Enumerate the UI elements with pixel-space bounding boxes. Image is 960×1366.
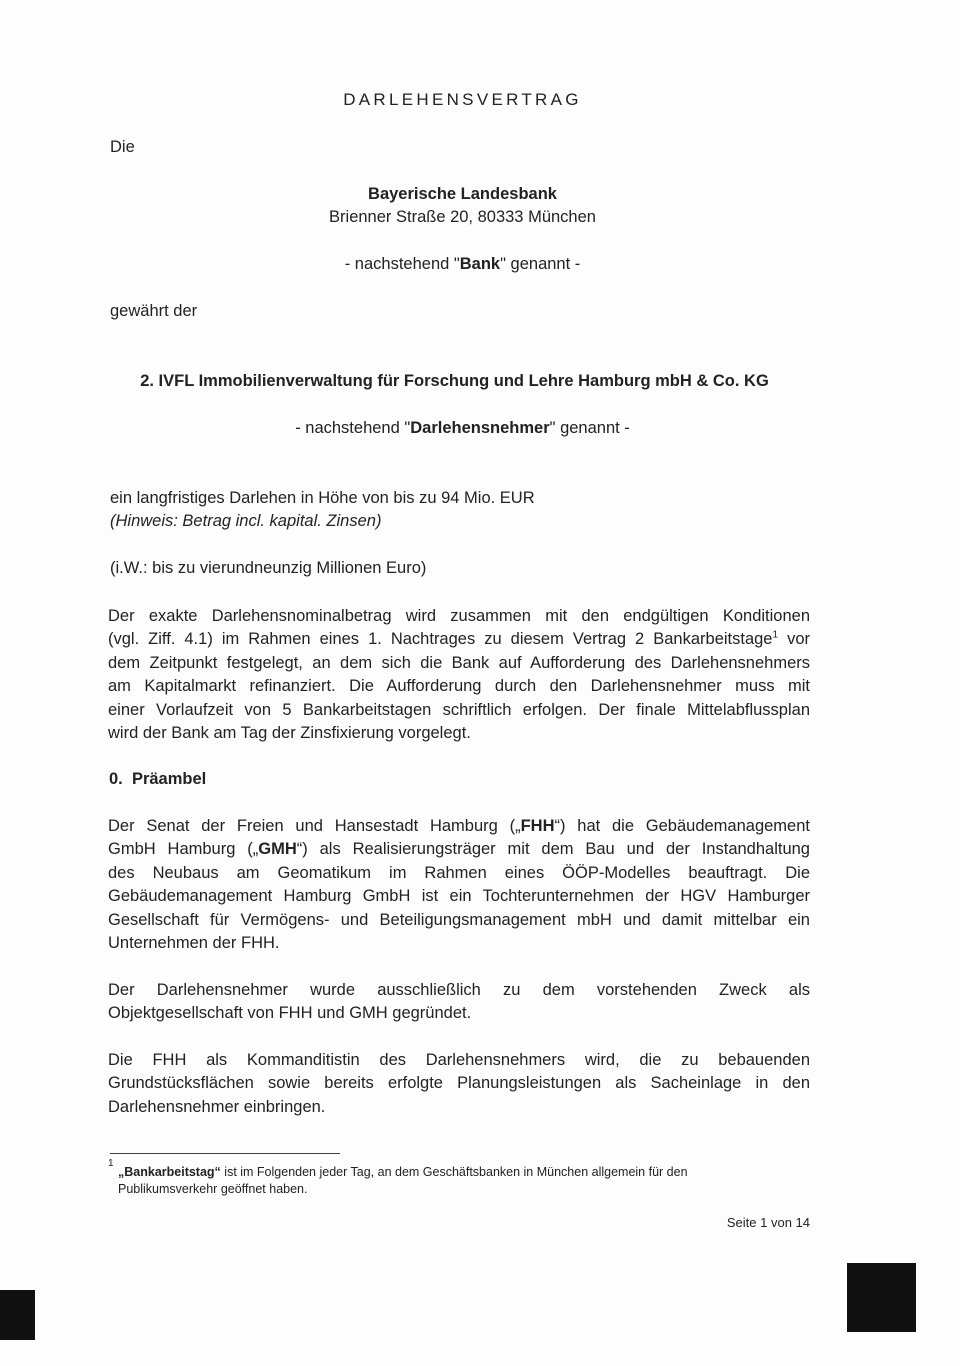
text-segment: “) hat die Gebäudemanagement [554,817,810,835]
footnote [118,1164,688,1198]
paragraph-preamble-3 [108,1049,810,1119]
paragraph-preamble-2 [108,979,810,1026]
footnote-reference: 1 [772,629,779,641]
paragraph-line [108,1049,810,1072]
section-number: 0. [109,770,123,788]
designation-bold: Darlehensnehmer [410,419,550,437]
paragraph-line [108,885,810,908]
bank-address: Brienner Straße 20, 80333 München [329,208,596,226]
scan-marker-right [847,1263,916,1332]
loan-amount: ein langfristiges Darlehen in Höhe von bis zu 94 Mio. EUR [110,489,535,507]
paragraph-line [108,1002,810,1025]
paragraph-preamble-1 [108,815,810,955]
paragraph-line [108,979,810,1002]
borrower-designation [0,419,925,438]
designation-post: " genannt - [549,419,630,437]
text-segment: Gesellschaft für Vermögens- und Beteiligungsmanagement mbH und damit mittelbar ein [108,910,810,929]
paragraph-line [108,722,810,745]
text-segment: am Kapitalmarkt refinanziert. Die Aufforderung durch den Darlehensnehmer muss mit [108,677,810,696]
scan-marker-left [0,1290,35,1340]
text-segment: Unternehmen der FHH. [108,933,280,952]
paragraph-line [108,699,810,722]
text-segment: dem Zeitpunkt festgelegt, an dem sich die Bank auf Aufforderung des Darlehensnehmers [108,653,810,672]
footnote-divider [110,1153,340,1154]
section-title: Präambel [131,770,207,788]
text-segment: Der Darlehensnehmer wurde ausschließlich zu dem vorstehenden Zweck als [108,981,810,999]
paragraph-line [108,1096,810,1119]
text-segment: Darlehensnehmer einbringen. [108,1097,326,1116]
paragraph-line [108,652,810,675]
designation-post: " genannt - [500,255,581,273]
text-segment: Der exakte Darlehensnominalbetrag wird zusammen mit den endgültigen Konditionen [108,607,810,625]
borrower-name: 2. IVFL Immobilienverwaltung für Forschung und Lehre Hamburg mbH & Co. KG [140,372,769,390]
paragraph-line [108,605,810,628]
loan-words: (i.W.: bis zu vierundneunzig Millionen Euro) [110,559,427,577]
footnote-text: ist im Folgenden jeder Tag, an dem Geschäftsbanken in München allgemein für den [220,1165,688,1179]
designation-bold: Bank [459,255,501,273]
loan-note: (Hinweis: Betrag incl. kapital. Zinsen) [110,512,382,530]
footnote-marker: 1 [108,1158,114,1169]
paragraph-line [108,862,810,885]
text-segment: Die FHH als Kommanditistin des Darlehensnehmers wird, die zu bebauenden [108,1051,810,1069]
paragraph-line [108,815,810,838]
text-segment: “) als Realisierungsträger mit dem Bau und der Instandhaltung [296,840,810,859]
paragraph-line [108,932,810,955]
designation-pre: - nachstehend " [295,419,411,437]
text-segment: FHH [520,817,555,835]
paragraph-loan-terms [108,605,810,745]
text-segment: GMH [258,840,297,859]
text-segment: Der Senat der Freien und Hansestadt Hamburg („ [108,817,521,835]
bank-name: Bayerische Landesbank [368,185,557,203]
footnote-term: „Bankarbeitstag“ [118,1165,221,1179]
text-segment: einer Vorlaufzeit von 5 Bankarbeitstagen schriftlich erfolgen. Der finale Mittelabflussplan [108,700,810,719]
bank-designation [0,255,925,274]
text-segment: Gebäudemanagement Hamburg GmbH ist ein Tochterunternehmen der HGV Hamburger [108,887,810,906]
text-segment: GmbH Hamburg („ [108,840,259,859]
section-heading [109,770,206,789]
document-title: DARLEHENSVERTRAG [343,90,582,109]
text-segment: vor [778,630,810,649]
footnote-text-2: Publikumsverkehr geöffnet haben. [118,1182,308,1196]
paragraph-line [108,675,810,698]
intro-text: Die [110,138,135,156]
designation-pre: - nachstehend " [344,255,460,273]
paragraph-line [108,909,810,932]
text-segment: des Neubaus am Geomatikum im Rahmen eines ÖÖP-Modelles beauftragt. Die [108,863,810,882]
granted-text: gewährt der [110,302,198,320]
text-segment: Objektgesellschaft von FHH und GMH gegründet. [108,1004,472,1023]
page-number: Seite 1 von 14 [726,1215,810,1230]
paragraph-line [108,628,810,651]
paragraph-line [108,1072,810,1095]
text-segment: (vgl. Ziff. 4.1) im Rahmen eines 1. Nachtrages zu diesem Vertrag 2 Bankarbeitstage [108,630,773,649]
text-segment: wird der Bank am Tag der Zinsfixierung vorgelegt. [108,723,471,742]
paragraph-line [108,838,810,861]
text-segment: Grundstücksflächen sowie bereits erfolgte Planungsleistungen als Sacheinlage in den [108,1074,810,1093]
